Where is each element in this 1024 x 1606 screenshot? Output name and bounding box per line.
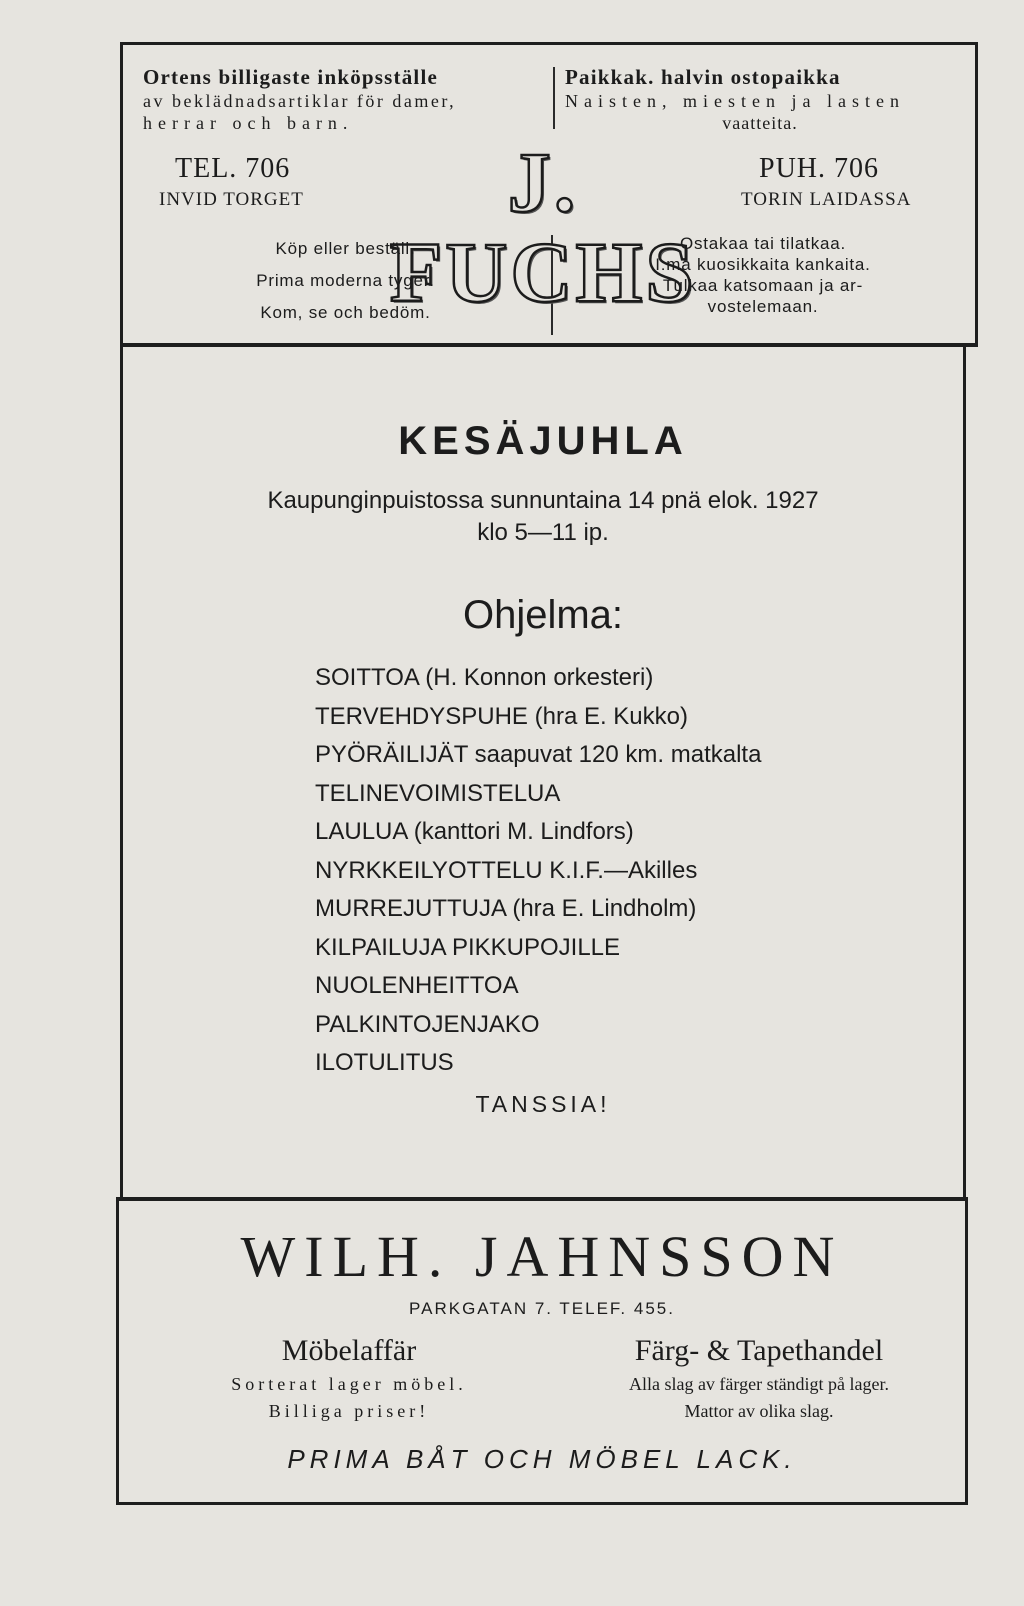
column-divider-top bbox=[553, 67, 555, 129]
finnish-slogan: Tulkaa katsomaan ja ar- bbox=[662, 276, 864, 295]
telephone-fi: PUH. 706 bbox=[759, 153, 880, 184]
location-fi: TORIN LAIDASSA bbox=[741, 189, 912, 210]
swedish-slogan: Kom, se och bedöm. bbox=[260, 303, 431, 322]
program-item: NUOLENHEITTOA bbox=[315, 972, 519, 999]
furniture-heading: Möbelaffär bbox=[281, 1334, 417, 1367]
furniture-line-2: Billiga priser! bbox=[268, 1401, 430, 1421]
swedish-line-2: herrar och barn. bbox=[143, 113, 354, 133]
program-item: MURREJUTTUJA (hra E. Lindholm) bbox=[315, 895, 697, 922]
fuchs-advert bbox=[120, 42, 978, 347]
program-item: KILPAILUJA PIKKUPOJILLE bbox=[315, 933, 621, 961]
furniture-column bbox=[159, 1331, 539, 1425]
paint-line-1: Alla slag av färger ständigt på lager. bbox=[628, 1374, 890, 1394]
program-item: ILOTULITUS bbox=[315, 1049, 454, 1076]
program-item: PYÖRÄILIJÄT saapuvat 120 km. matkalta bbox=[315, 741, 762, 768]
jahnsson-name: WILH. JAHNSSON bbox=[240, 1224, 844, 1289]
finnish-line-2: vaatteita. bbox=[722, 113, 798, 133]
swedish-slogan: Köp eller beställ. bbox=[275, 239, 416, 258]
program-heading: Ohjelma: bbox=[462, 593, 624, 637]
swedish-headline: Ortens billigaste inköpsställe bbox=[143, 65, 439, 89]
program-item: TELINEVOIMISTELUA bbox=[315, 779, 561, 807]
finnish-line-1: Naisten, miesten ja lasten bbox=[565, 91, 905, 111]
jahnsson-advert bbox=[116, 1197, 968, 1505]
telephone-sv: TEL. 706 bbox=[175, 153, 291, 184]
jahnsson-address: PARKGATAN 7. TELEF. 455. bbox=[409, 1299, 675, 1318]
program-list bbox=[315, 659, 761, 1083]
event-time: klo 5—11 ip. bbox=[477, 519, 609, 546]
finnish-headline: Paikkak. halvin ostopaikka bbox=[565, 65, 841, 89]
program-item: LAULUA (kanttori M. Lindfors) bbox=[315, 818, 634, 845]
swedish-slogan: Prima moderna tyger. bbox=[256, 271, 435, 290]
paint-line-2: Mattor av olika slag. bbox=[684, 1401, 834, 1421]
finnish-header bbox=[565, 65, 965, 134]
event-title: KESÄJUHLA bbox=[398, 419, 688, 463]
finnish-slogans bbox=[563, 233, 963, 317]
program-item: PALKINTOJENJAKO bbox=[315, 1010, 540, 1038]
closing-line: TANSSIA! bbox=[475, 1091, 611, 1117]
swedish-slogans bbox=[143, 233, 548, 329]
event-date: Kaupunginpuistossa sunnuntaina 14 pnä elok. 1927 bbox=[267, 487, 819, 514]
finnish-slogan: Ostakaa tai tilatkaa. bbox=[679, 234, 847, 253]
swedish-header bbox=[143, 65, 548, 134]
swedish-line-1: av beklädnadsartiklar för damer, bbox=[143, 91, 457, 111]
location-sv: INVID TORGET bbox=[159, 189, 304, 210]
jahnsson-tagline: PRIMA BÅT OCH MÖBEL LACK. bbox=[287, 1444, 797, 1474]
furniture-line-1: Sorterat lager möbel. bbox=[231, 1374, 467, 1394]
program-item: SOITTOA (H. Konnon orkesteri) bbox=[315, 664, 654, 691]
program-item: TERVEHDYSPUHE (hra E. Kukko) bbox=[315, 702, 688, 730]
paint-heading: Färg- & Tapethandel bbox=[634, 1334, 884, 1367]
paint-column bbox=[559, 1331, 959, 1425]
event-section bbox=[120, 347, 966, 1197]
program-item: NYRKKEILYOTTELU K.I.F.—Akilles bbox=[315, 856, 698, 884]
finnish-slogan: I:ma kuosikkaita kankaita. bbox=[655, 255, 871, 274]
finnish-slogan: vostelemaan. bbox=[707, 297, 819, 316]
fuchs-logo: J. FUCHS bbox=[389, 134, 697, 320]
